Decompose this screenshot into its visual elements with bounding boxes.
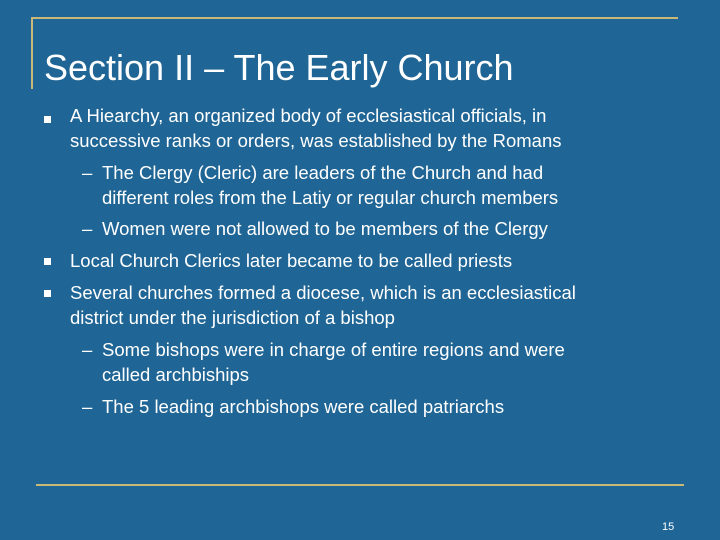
bullet-text: A Hiearchy, an organized body of ecclesiastical officials, in	[70, 105, 547, 126]
sub-bullet-text: Women were not allowed to be members of the Clergy	[102, 218, 548, 239]
sub-bullet-text: called archbiships	[102, 364, 250, 385]
bullet-marker	[44, 290, 51, 297]
sub-bullet-dash: –	[82, 396, 93, 417]
sub-bullet-dash: –	[82, 339, 93, 360]
slide-title: Section II – The Early Church	[44, 47, 514, 88]
bullet-text: Several churches formed a diocese, which is an ecclesiastical	[70, 282, 576, 303]
sub-bullet-dash: –	[82, 162, 93, 183]
bullet-text: successive ranks or orders, was established by the Romans	[70, 130, 562, 151]
bullet-marker	[44, 116, 51, 123]
sub-bullet-text: Some bishops were in charge of entire regions and were	[102, 339, 565, 360]
sub-bullet-text: different roles from the Latiy or regular church members	[102, 187, 559, 208]
footer-divider	[36, 484, 684, 486]
bullet-text: Local Church Clerics later became to be called priests	[70, 250, 513, 271]
frame-vertical-line	[31, 17, 33, 89]
bullet-text: district under the jurisdiction of a bishop	[70, 307, 395, 328]
bullet-marker	[44, 258, 51, 265]
sub-bullet-text: The 5 leading archbishops were called patriarchs	[102, 396, 505, 417]
frame-horizontal-line	[31, 17, 678, 19]
sub-bullet-text: The Clergy (Cleric) are leaders of the Church and had	[102, 162, 544, 183]
page-number: 15	[662, 521, 675, 533]
sub-bullet-dash: –	[82, 218, 93, 239]
